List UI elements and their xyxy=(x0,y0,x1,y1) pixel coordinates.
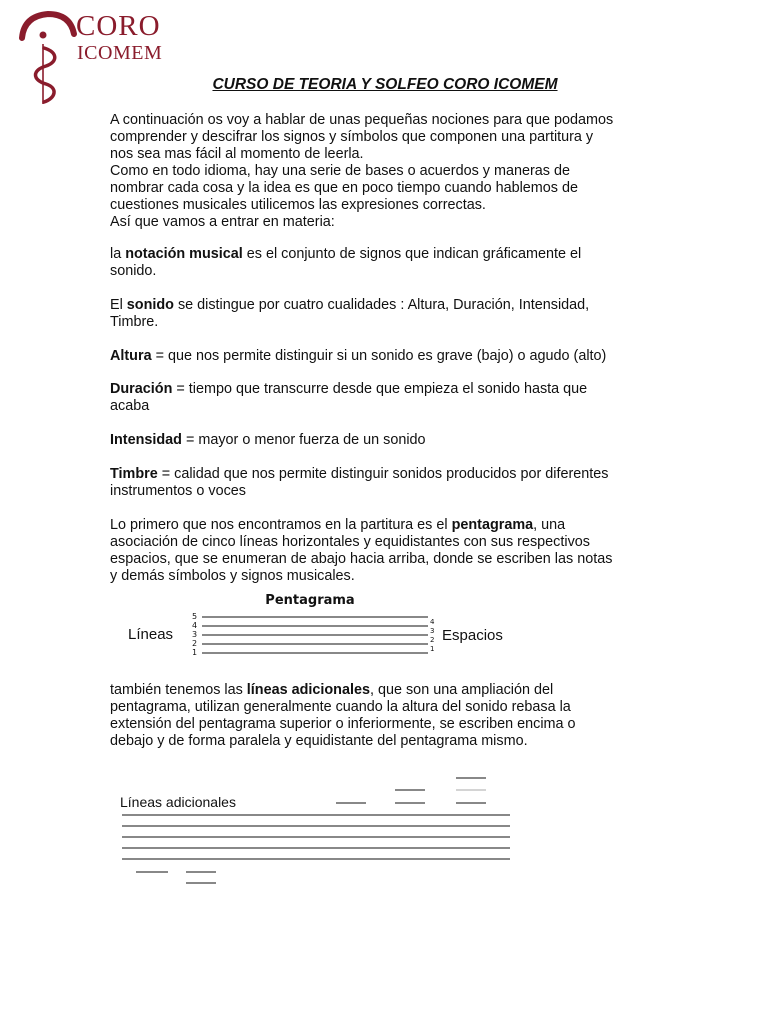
lineas-adicionales-label: Líneas adicionales xyxy=(120,794,236,810)
term-duracion: Duración xyxy=(110,381,173,397)
intro-line: Así que vamos a entrar en materia: xyxy=(110,214,335,230)
pentagrama-paragraph xyxy=(110,517,670,585)
pentagrama-title: Pentagrama xyxy=(265,593,355,608)
line-number: 4 xyxy=(192,621,198,630)
space-number: 2 xyxy=(430,636,435,644)
lineas-label: Líneas xyxy=(128,626,174,643)
text: la xyxy=(110,246,126,262)
space-number: 1 xyxy=(430,645,435,653)
text: sonido. xyxy=(110,263,157,279)
text: El xyxy=(110,297,127,313)
ledger-lines-below xyxy=(136,872,216,883)
text: Timbre. xyxy=(110,314,159,330)
line-number: 2 xyxy=(192,639,198,648)
ledger-lines-above xyxy=(336,778,486,803)
term-notacion: notación musical xyxy=(125,246,243,262)
intro-line: nombrar cada cosa y la idea es que en poco tiempo cuando hablemos de xyxy=(110,180,578,196)
text: pentagrama, utilizan generalmente cuando la altura del sonido rebasa la xyxy=(110,699,571,715)
text: , que son una ampliación del xyxy=(369,682,554,698)
term-timbre: Timbre xyxy=(110,466,158,482)
text: extensión del pentagrama superior o inferiormente, se escriben encima o xyxy=(110,716,576,732)
staff-lines xyxy=(122,815,510,859)
line-numbers xyxy=(192,612,197,657)
line-number: 3 xyxy=(192,630,198,639)
logo-brand: CORO xyxy=(76,10,161,42)
intro-paragraph xyxy=(110,112,670,231)
text: también tenemos las xyxy=(110,682,247,698)
text: y demás símbolos y signos musicales. xyxy=(110,568,355,584)
term-sonido: sonido xyxy=(126,297,174,313)
intro-line: comprender y descifrar los signos y símbolos que componen una partitura y xyxy=(110,129,594,145)
text: asociación de cinco líneas horizontales y equidistantes con sus respectivos xyxy=(110,534,590,550)
space-number: 3 xyxy=(430,627,435,635)
intro-line: nos sea mas fácil al momento de leerla. xyxy=(110,146,364,162)
space-number: 4 xyxy=(430,618,435,626)
text: debajo y de forma paralela y equidistante del pentagrama mismo. xyxy=(110,733,528,749)
text: , una xyxy=(533,517,566,533)
text: instrumentos o voces xyxy=(110,483,246,499)
lineas-adicionales-figure xyxy=(110,770,530,895)
notacion-paragraph xyxy=(110,246,670,280)
line-number: 1 xyxy=(192,648,198,657)
text: = mayor o menor fuerza de un sonido xyxy=(181,432,426,448)
staff-lines xyxy=(202,617,428,653)
term-altura: Altura xyxy=(110,348,152,364)
caduceus-icon xyxy=(18,8,78,106)
logo-subtitle: ICOMEM xyxy=(77,42,163,64)
text: es el conjunto de signos que indican gráficamente el xyxy=(242,246,582,262)
sonido-paragraph xyxy=(110,297,670,331)
text: = tiempo que transcurre desde que empieza el sonido hasta que xyxy=(172,381,588,397)
text: acaba xyxy=(110,398,150,414)
intro-line: cuestiones musicales utilicemos las expresiones correctas. xyxy=(110,197,486,213)
line-number: 5 xyxy=(192,612,198,621)
text: Lo primero que nos encontramos en la partitura es el xyxy=(110,517,452,533)
espacios-label: Espacios xyxy=(442,627,503,644)
pentagrama-figure xyxy=(120,588,520,668)
intro-line: Como en todo idioma, hay una serie de bases o acuerdos y maneras de xyxy=(110,163,570,179)
term-intensidad: Intensidad xyxy=(110,432,182,448)
space-numbers xyxy=(430,618,435,653)
text: = que nos permite distinguir si un sonido es grave (bajo) o agudo (alto) xyxy=(151,348,607,364)
adicionales-paragraph xyxy=(110,682,670,750)
term-lineas-adicionales: líneas adicionales xyxy=(246,682,370,698)
intensidad-paragraph xyxy=(110,432,670,449)
text: espacios, que se enumeran de abajo hacia arriba, donde se escriben las notas xyxy=(110,551,613,567)
text: se distingue por cuatro cualidades : Altura, Duración, Intensidad, xyxy=(173,297,590,313)
document-title: CURSO DE TEORIA Y SOLFEO CORO ICOMEM xyxy=(212,76,558,93)
intro-line: A continuación os voy a hablar de unas pequeñas nociones para que podamos xyxy=(110,112,614,128)
timbre-paragraph xyxy=(110,466,670,500)
duracion-paragraph xyxy=(110,381,670,415)
term-pentagrama: pentagrama xyxy=(451,517,534,533)
altura-paragraph xyxy=(110,348,670,365)
text: = calidad que nos permite distinguir sonidos producidos por diferentes xyxy=(157,466,609,482)
